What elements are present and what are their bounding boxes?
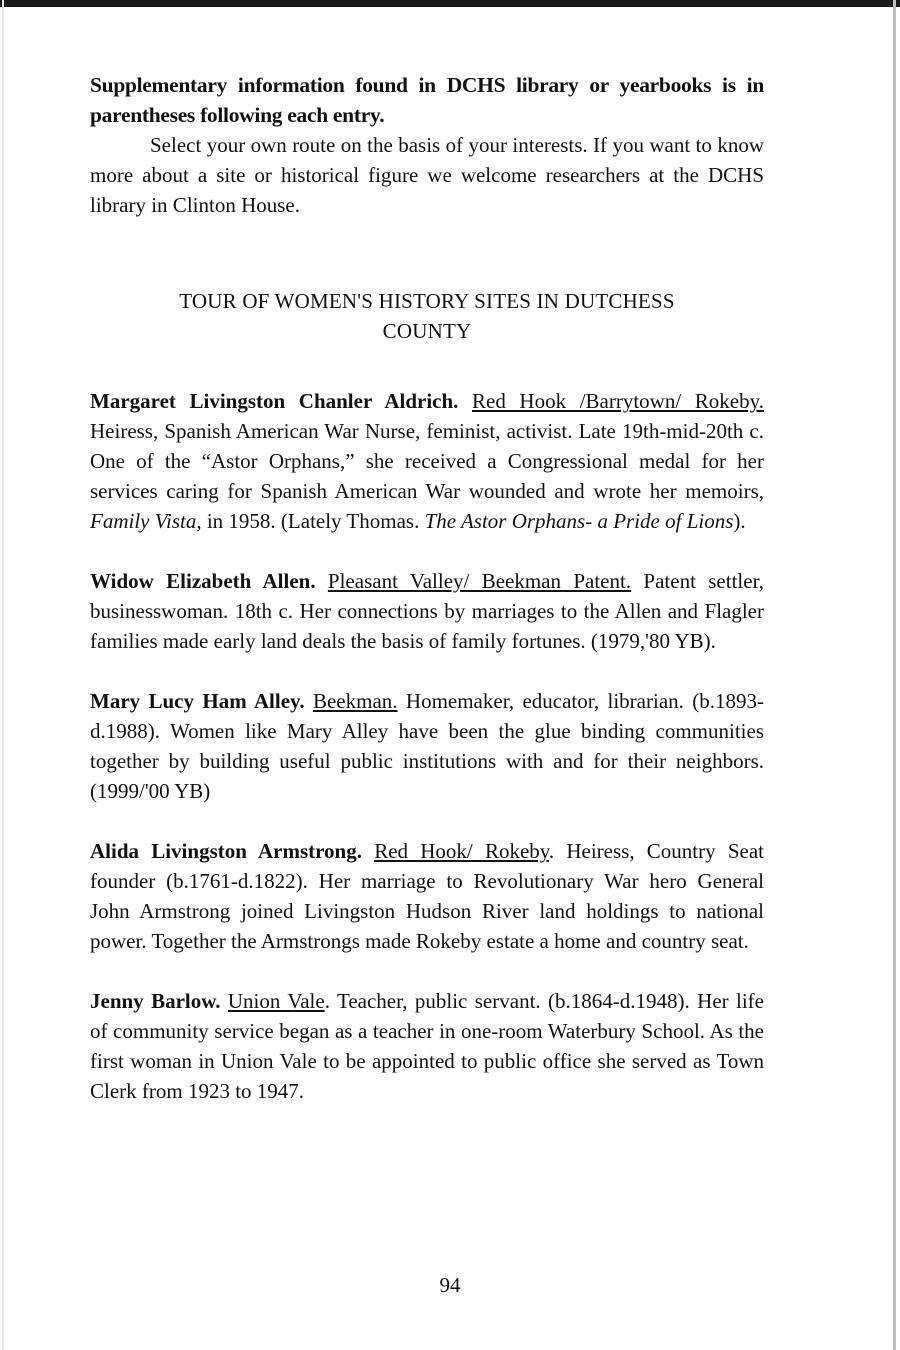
- entry-name: Margaret Livingston Chanler Aldrich.: [90, 389, 459, 413]
- entry-alley: [90, 686, 764, 806]
- entry-text: Heiress, Spanish American War Nurse, feminist, activist. Late 19th-mid-20th c. One of the “Astor Orphans,” she received a Congressional medal for her services caring for Spanish American War wounded and wrote her memoirs,: [90, 419, 764, 503]
- supplementary-note: Supplementary information found in DCHS library or yearbooks is in parentheses following each entry.: [90, 73, 764, 127]
- entry-name: Mary Lucy Ham Alley.: [90, 689, 305, 713]
- entry-text: . Heiress, Country Seat founder (b.1761-d.1822). Her marriage to Revolutionary War hero General John Armstrong joined Livingston Hudson River land holdings to national power. Together the Armstrongs made Rokeby estate a home and country seat.: [90, 839, 764, 953]
- section-title-line1: TOUR OF WOMEN'S HISTORY SITES IN DUTCHESS: [179, 289, 675, 313]
- page-number: 94: [439, 1273, 461, 1297]
- entry-name: Alida Livingston Armstrong.: [90, 839, 362, 863]
- entry-book-title: Family Vista,: [90, 509, 202, 533]
- entry-place: Red Hook/ Rokeby: [374, 839, 549, 863]
- entry-text-cont: in 1958. (Lately Thomas.: [206, 509, 420, 533]
- entry-armstrong: [90, 836, 764, 956]
- entry-text: . Teacher, public servant. (b.1864-d.1948). Her life of community service began as a teacher in one-room Waterbury School. As the first woman in Union Vale to be appointed to public office she served as Town Clerk from 1923 to 1947.: [90, 989, 764, 1103]
- entry-name: Jenny Barlow.: [90, 989, 221, 1013]
- section-title: [90, 286, 764, 346]
- entry-place: Union Vale: [227, 989, 325, 1013]
- entry-aldrich: [90, 386, 764, 536]
- entry-text: Patent settler, businesswoman. 18th c. Her connections by marriages to the Allen and Flagler families made early land deals the basis of family fortunes. (1979,'80 YB).: [90, 569, 764, 653]
- entry-name: Widow Elizabeth Allen.: [90, 569, 316, 593]
- entry-reference-title: The Astor Orphans- a Pride of Lions: [424, 509, 734, 533]
- entry-place: Beekman.: [312, 689, 398, 713]
- intro-paragraph: Select your own route on the basis of your interests. If you want to know more about a site or historical figure we welcome researchers at the DCHS library in Clinton House.: [90, 133, 764, 217]
- page-content: [90, 70, 764, 1136]
- left-page-edge: [2, 0, 4, 1350]
- entry-allen: [90, 566, 764, 656]
- entry-barlow: [90, 986, 764, 1106]
- entry-text: Homemaker, educator, librarian. (b.1893-d.1988). Women like Mary Alley have been the glue binding communities together by building useful public institutions with and for their neighbors. (1999/'00 YB): [90, 689, 764, 803]
- entry-place: Pleasant Valley/ Beekman Patent.: [327, 569, 632, 593]
- entry-place: Red Hook /Barrytown/ Rokeby.: [472, 389, 764, 413]
- section-title-line2: COUNTY: [382, 319, 472, 343]
- top-border-rule: [0, 0, 900, 7]
- entry-text-end: ).: [733, 509, 746, 533]
- right-page-edge: [893, 0, 896, 1350]
